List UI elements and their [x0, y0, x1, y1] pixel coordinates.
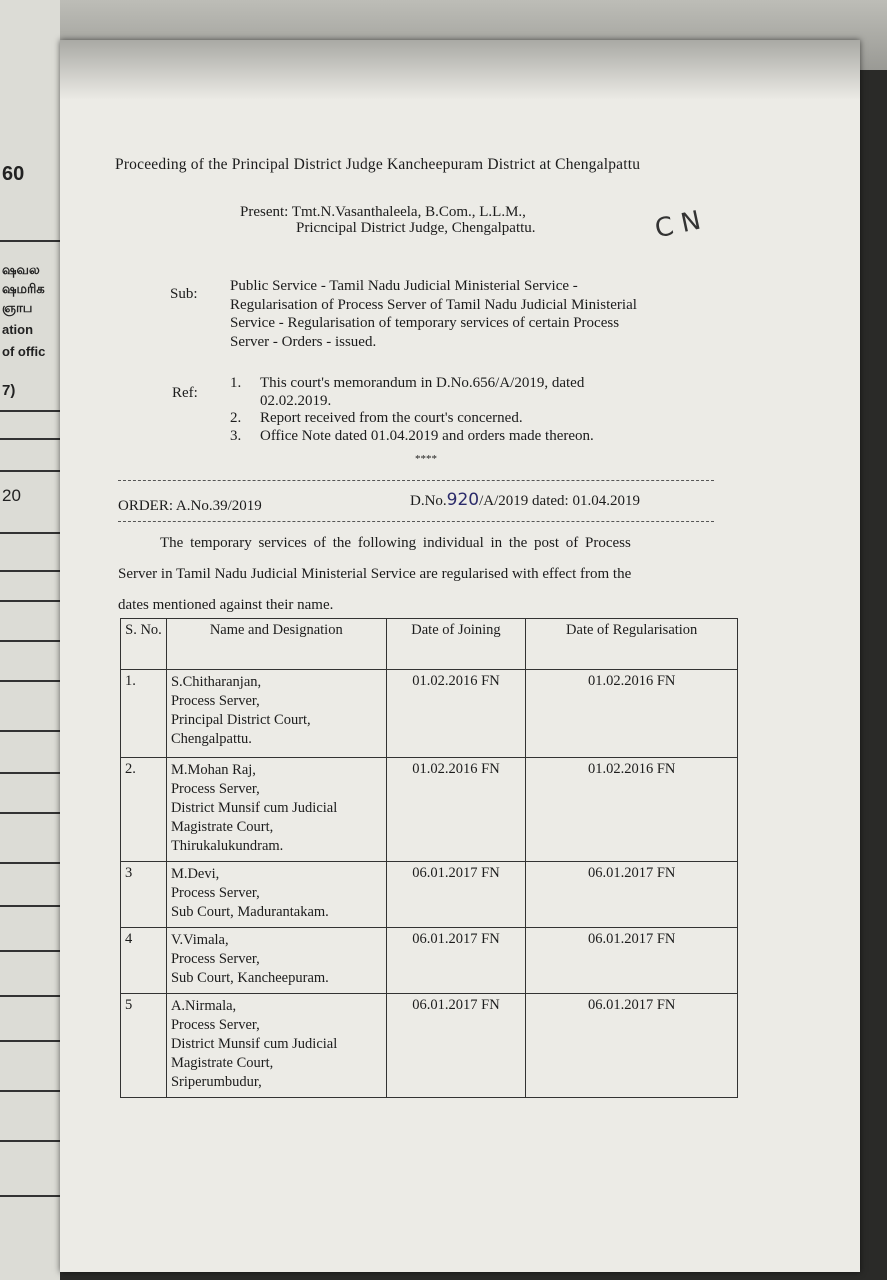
strip-fragment: ஷவல: [2, 262, 40, 277]
reference-label: Ref:: [172, 385, 198, 401]
strip-fragment: 7): [2, 382, 16, 399]
cell-joining: 01.02.2016 FN: [386, 670, 526, 758]
underlying-document-strip: [0, 0, 60, 1280]
table-row: [121, 670, 738, 758]
table-row: [121, 928, 738, 994]
reference-list: [230, 375, 594, 445]
strip-fragment: 20: [2, 486, 21, 505]
cell-name: M.Devi, Process Server, Sub Court, Madurantakam.: [166, 862, 386, 928]
cell-sno: 1.: [121, 670, 167, 758]
cell-sno: 5: [121, 994, 167, 1098]
document-heading: Proceeding of the Principal District Judge Kancheepuram District at Chengalpattu: [115, 156, 641, 173]
order-paragraph: The temporary services of the following individual in the post of Process Server in Tamil Nadu Judicial Ministerial Service are regularised with effect from the dates mentioned against their name.: [118, 535, 632, 613]
subject-text: Public Service - Tamil Nadu Judicial Ministerial Service - Regularisation of Process Server of Tamil Nadu Judicial Ministerial Service - Regularisation of temporary services of certain Process Server - Orders - issued.: [230, 278, 637, 350]
cell-sno: 4: [121, 928, 167, 994]
dashed-rule: [118, 521, 714, 522]
cell-regularisation: 06.01.2017 FN: [526, 994, 738, 1098]
header-sno: S. No.: [121, 619, 167, 670]
cell-name: V.Vimala, Process Server, Sub Court, Kancheepuram.: [166, 928, 386, 994]
cell-regularisation: 06.01.2017 FN: [526, 862, 738, 928]
strip-fragment: ஞாப: [2, 300, 33, 315]
table-row: [121, 862, 738, 928]
header-name: Name and Designation: [166, 619, 386, 670]
cell-regularisation: 06.01.2017 FN: [526, 928, 738, 994]
page-shadow: [60, 40, 860, 100]
table-header-row: [121, 619, 738, 670]
cell-regularisation: 01.02.2016 FN: [526, 758, 738, 862]
dno-reference: D.No.920/A/2019 dated: 01.04.2019: [410, 490, 640, 510]
subject-label: Sub:: [170, 286, 198, 302]
separator-stars: ****: [415, 453, 437, 465]
reference-item: 2. Report received from the court's concerned.: [230, 410, 523, 426]
handwritten-initials: C N: [652, 205, 704, 245]
reference-item-continuation: 02.02.2019.: [260, 392, 332, 409]
cell-joining: 06.01.2017 FN: [386, 928, 526, 994]
handwritten-dno: 920: [446, 490, 480, 510]
order-number: ORDER: A.No.39/2019: [118, 498, 262, 514]
reference-item: 3. Office Note dated 01.04.2019 and orders made thereon.: [230, 427, 594, 444]
present-line-2: Pricncipal District Judge, Chengalpattu.: [296, 220, 536, 236]
document-page: [60, 40, 860, 1272]
strip-fragment: of offic: [2, 344, 46, 359]
table-row: [121, 994, 738, 1098]
reference-item: 1. This court's memorandum in D.No.656/A/2019, dated: [230, 375, 585, 391]
cell-name: S.Chitharanjan, Process Server, Principal District Court, Chengalpattu.: [166, 670, 386, 758]
cell-joining: 06.01.2017 FN: [386, 862, 526, 928]
cell-sno: 3: [121, 862, 167, 928]
cell-joining: 06.01.2017 FN: [386, 994, 526, 1098]
cell-joining: 01.02.2016 FN: [386, 758, 526, 862]
cell-name: M.Mohan Raj, Process Server, District Munsif cum Judicial Magistrate Court, Thirukalukundram.: [166, 758, 386, 862]
strip-fragment: ஷமரிக: [2, 281, 45, 296]
header-regularisation: Date of Regularisation: [526, 619, 738, 670]
strip-fragment: 60: [2, 163, 25, 185]
present-line-1: Present: Tmt.N.Vasanthaleela, B.Com., L.L.M.,: [240, 204, 526, 220]
header-joining: Date of Joining: [386, 619, 526, 670]
cell-name: A.Nirmala, Process Server, District Munsif cum Judicial Magistrate Court, Sriperumbudur,: [166, 994, 386, 1098]
cell-regularisation: 01.02.2016 FN: [526, 670, 738, 758]
regularisation-table: [120, 618, 738, 1098]
table-row: [121, 758, 738, 862]
cell-sno: 2.: [121, 758, 167, 862]
strip-fragment: ation: [2, 322, 34, 337]
dashed-rule: [118, 480, 714, 481]
